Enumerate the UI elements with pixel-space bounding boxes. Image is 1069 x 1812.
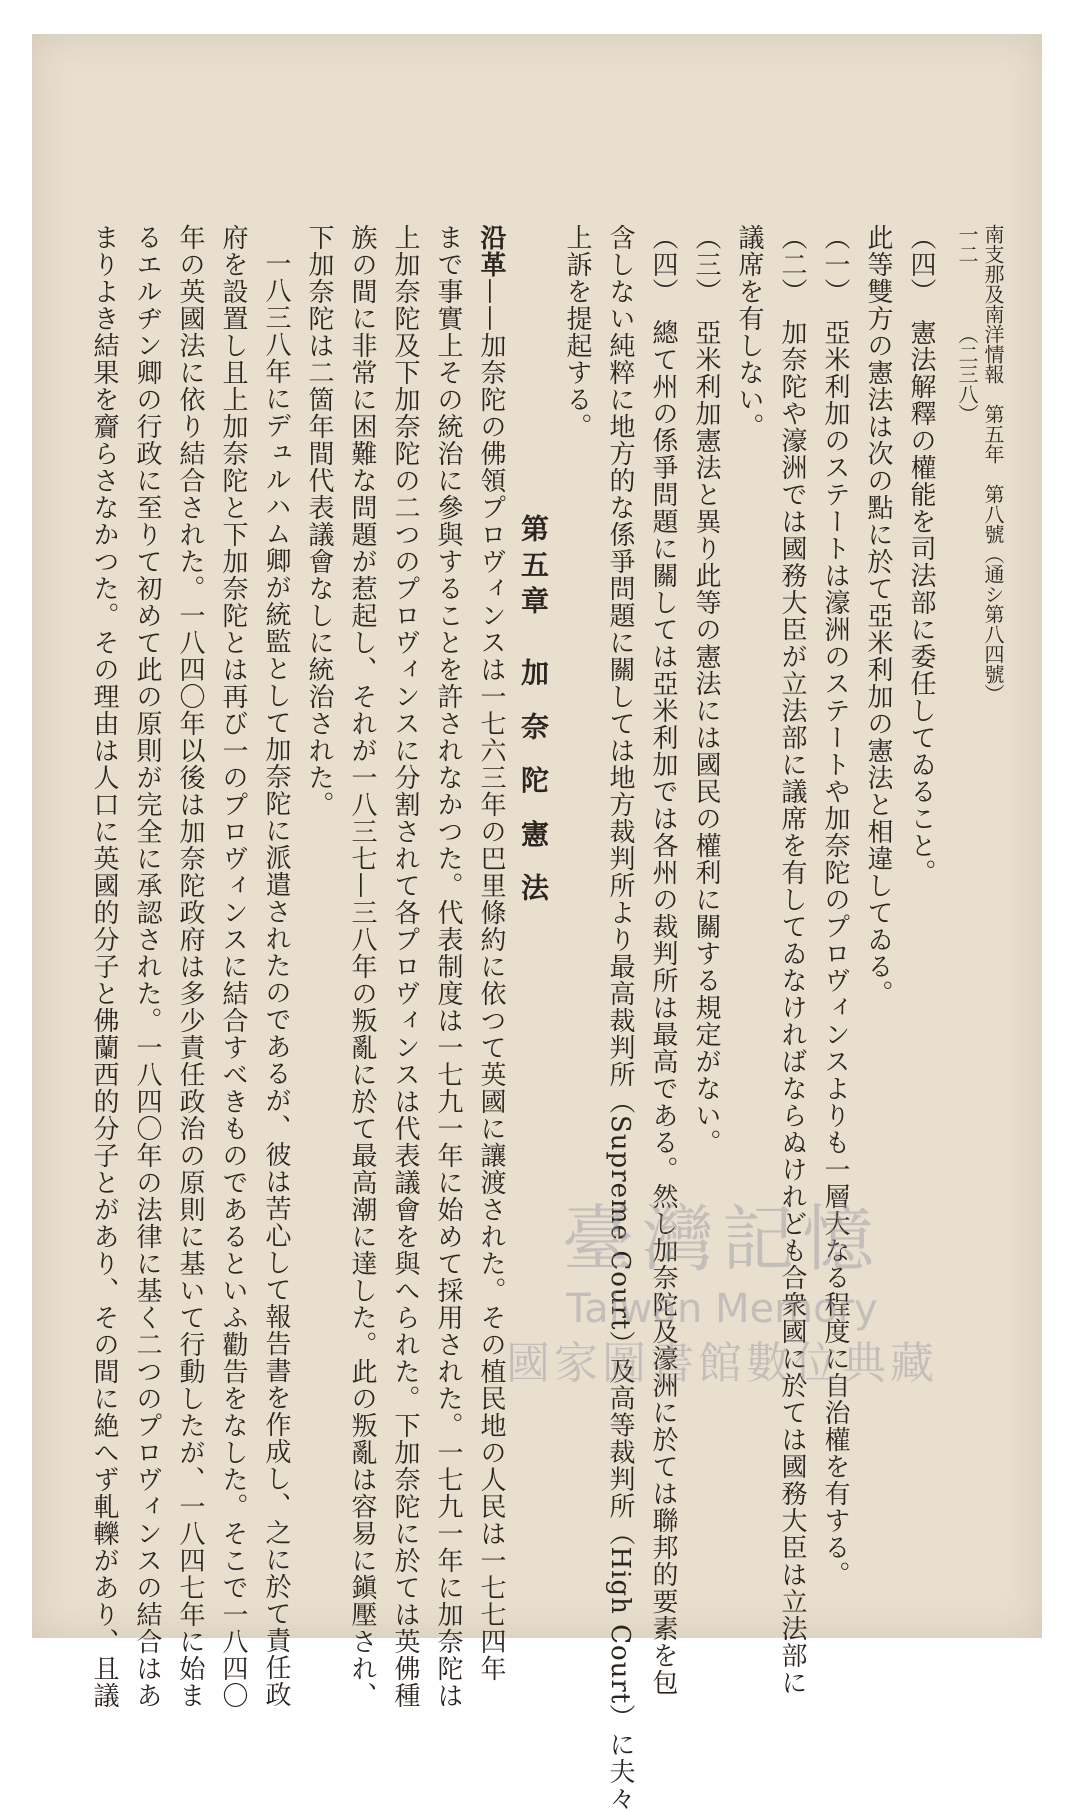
body-text: [82, 224, 942, 1812]
page-number-total: （二三八）: [955, 324, 979, 424]
history-line: 年の英國法に依り結合された。一八四〇年以後は加奈陀政府は多少責任政治の原則に基いて行動したが、一八四七年に始ま: [175, 224, 205, 1709]
watermark-english: Taiwan Memory: [566, 1286, 878, 1332]
watermark: [472, 1194, 972, 1444]
text-line: （二） 加奈陀や濠洲では國務大臣が立法部に議席を有してゐなければならぬけれども合衆國に於ては國務大臣は立法部に: [777, 224, 807, 1696]
text-line: 上訴を提起する。: [562, 224, 592, 440]
history-line: 下加奈陀は二箇年間代表議會なしに統治された。: [304, 224, 334, 818]
watermark-title: 臺灣記憶: [561, 1197, 882, 1281]
watermark-subtitle: 國家圖書館數位典藏: [506, 1338, 938, 1389]
history-line: 一八三八年にデュルハム卿が統監として加奈陀に派遣されたのであるが、彼は苦心して報告書を作成し、之に於て責任政: [261, 250, 291, 1708]
text-line: （四） 總て州の係爭問題に關しては亞米利加では各州の裁判所は最高である。然し加奈陀及濠洲に於ては聯邦的要素を包: [648, 224, 678, 1696]
text-line: （三） 亞米利加憲法と異り此等の憲法には國民の權利に關する規定がない。: [691, 224, 721, 1156]
header-title: 南支那及南洋情報 第五年 第八號（通シ第八四號）: [981, 224, 1005, 704]
text-line: 此等雙方の憲法は次の點に於て亞米利加の憲法と相違してゐる。: [863, 224, 893, 1007]
history-line: 族の間に非常に困難な問題が惹起し、それが一八三七—三八年の叛亂に於て最高潮に達した。此の叛亂は容易に鎭壓され、: [347, 224, 377, 1709]
history-line: るエルヂン卿の行政に至りて初めて此の原則が完全に承認された。一八四〇年の法律に基く二つのプロヴィンスの結合はあ: [132, 224, 162, 1709]
history-line: 上加奈陀及下加奈陀の二つのプロヴィンスに分割されて各プロヴィンスは代表議會を與へられた。下加奈陀に於ては英佛種: [390, 224, 420, 1709]
text-line: （一） 亞米利加のステートは濠洲のステートや加奈陀のプロヴィンスよりも一層大なる程度に自治權を有する。: [820, 224, 850, 1588]
history-line: まで事實上その統治に參與することを許されなかつた。代表制度は一七九一年に始めて採用された。一七九一年に加奈陀は: [433, 224, 463, 1709]
history-first-line: [469, 224, 512, 1682]
history-line: まりよき結果を齎らさなかつた。その理由は人口に英國的分子と佛蘭西的分子とがあり、その間に絶へず軋轢があり、且議: [89, 224, 119, 1709]
chapter-title: 第五章 加 奈 陀 憲 法: [517, 514, 550, 909]
document-page: [32, 34, 1042, 1812]
history-line: 府を設置し且上加奈陀と下加奈陀とは再び一のプロヴィンスに結合すべきものであるといふ勸告をなした。そこで一八四〇: [218, 224, 248, 1709]
text-line: （四） 憲法解釋の權能を司法部に委任してゐること。: [906, 224, 936, 886]
history-label: 沿革: [476, 224, 506, 278]
history-line: ——加奈陀の佛領プロヴィンスは一七六三年の巴里條約に依つて英國に讓渡された。その植民地の人民は一七七四年: [476, 278, 506, 1682]
text-line: 議席を有しない。: [734, 224, 764, 440]
page-number-local: 一二: [955, 224, 979, 264]
text-line: 含しない純粹に地方的な係爭問題に關しては地方裁判所より最高裁判所（Supreme Court）及高等裁判所（High Court）に夫々: [605, 224, 635, 1812]
